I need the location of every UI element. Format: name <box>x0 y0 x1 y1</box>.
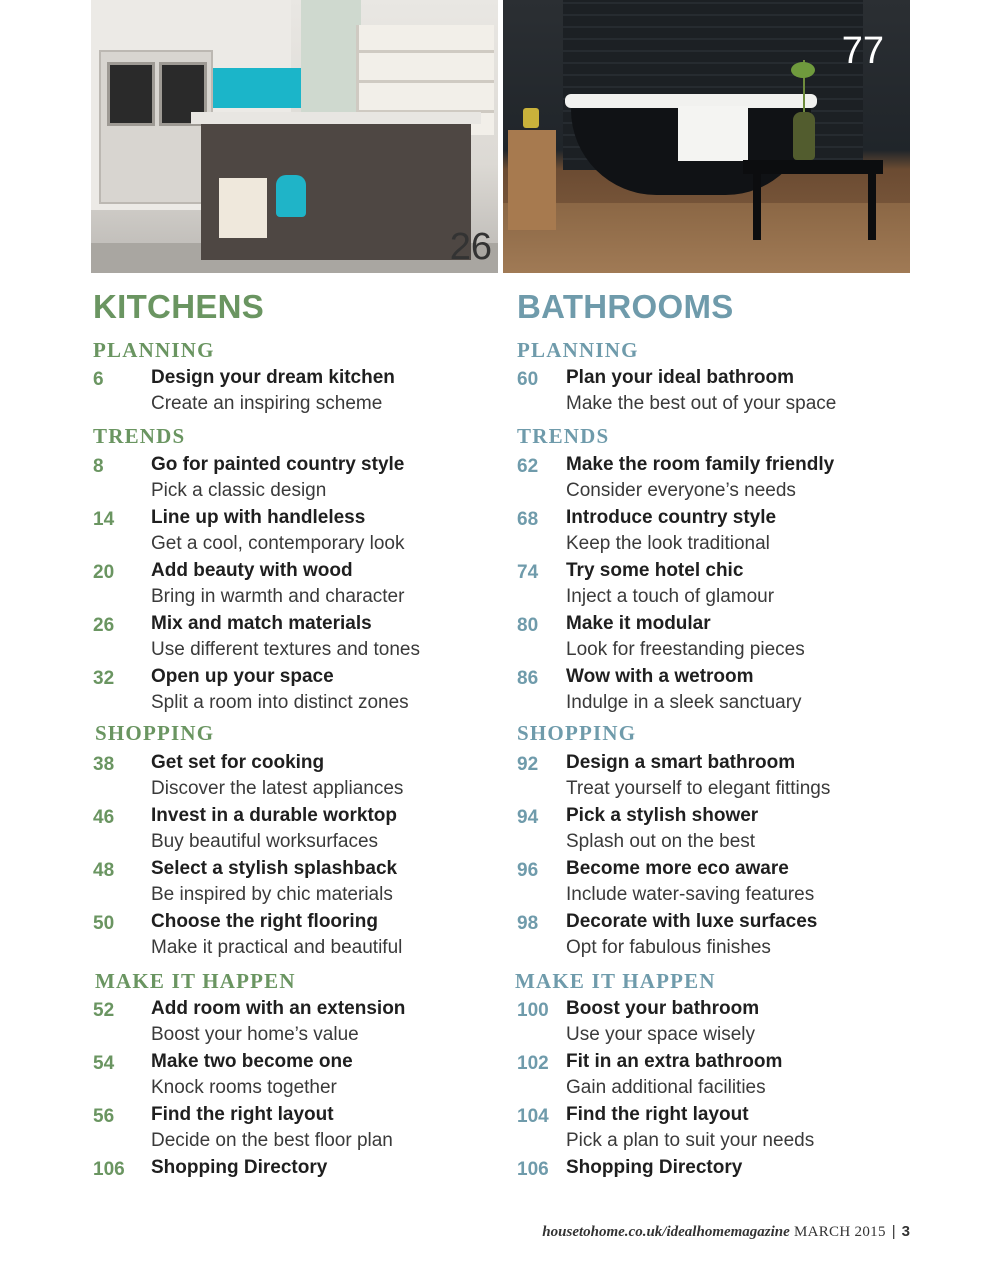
page-number: 14 <box>93 509 115 530</box>
page-number: 8 <box>93 456 104 477</box>
page-number: 80 <box>517 615 539 636</box>
page-number: 106 <box>93 1159 125 1180</box>
entry-description: Consider everyone’s needs <box>566 480 796 501</box>
kitchen-worktop <box>191 112 481 124</box>
entry-description: Gain additional facilities <box>566 1077 766 1098</box>
entry-title: Select a stylish splashback <box>151 858 398 879</box>
bathrooms-trends-heading: TRENDS <box>517 424 610 448</box>
page-number: 48 <box>93 860 115 881</box>
page-number: 100 <box>517 1000 549 1021</box>
entry-description: Opt for fabulous finishes <box>566 937 771 958</box>
entry-title: Introduce country style <box>566 507 777 528</box>
bathroom-floor <box>503 203 910 273</box>
kitchen-oven-unit <box>99 50 213 204</box>
entry-description: Splash out on the best <box>566 831 756 852</box>
entry-title: Design your dream kitchen <box>151 367 395 388</box>
entry-title: Go for painted country style <box>151 454 405 475</box>
entry-title: Make two become one <box>151 1051 353 1072</box>
entry-title: Get set for cooking <box>151 752 325 773</box>
vase <box>793 112 815 160</box>
page-footer <box>542 1223 910 1241</box>
entry-title: Plan your ideal bathroom <box>566 367 795 388</box>
bathroom-photo-page-number: 77 <box>841 30 884 72</box>
entry-title: Add beauty with wood <box>151 560 353 581</box>
page-number: 50 <box>93 913 115 934</box>
entry-description: Make it practical and beautiful <box>151 937 403 958</box>
bathroom-photo <box>503 0 910 273</box>
entry-description: Split a room into distinct zones <box>151 692 409 713</box>
kitchens-shopping-heading: SHOPPING <box>95 721 215 745</box>
entry-description: Indulge in a sleek sanctuary <box>566 692 802 713</box>
entry-description: Keep the look traditional <box>566 533 770 554</box>
page-number: 98 <box>517 913 539 934</box>
page-number: 104 <box>517 1106 549 1127</box>
entry-title: Become more eco aware <box>566 858 789 879</box>
page-number: 106 <box>517 1159 549 1180</box>
page-number: 54 <box>93 1053 115 1074</box>
entry-description: Pick a classic design <box>151 480 327 501</box>
bathrooms-make-it-happen-heading: MAKE IT HAPPEN <box>515 969 716 993</box>
entry-title: Mix and match materials <box>151 613 372 634</box>
entry-title: Try some hotel chic <box>566 560 744 581</box>
entry-description: Use different textures and tones <box>151 639 420 660</box>
entry-description: Boost your home’s value <box>151 1024 359 1045</box>
entry-description: Make the best out of your space <box>566 393 837 414</box>
entry-title: Make it modular <box>566 613 711 634</box>
entry-title: Find the right layout <box>151 1104 334 1125</box>
page-number: 20 <box>93 562 115 583</box>
entry-title: Fit in an extra bathroom <box>566 1051 783 1072</box>
kitchens-title: KITCHENS <box>93 288 265 325</box>
page-number: 38 <box>93 754 115 775</box>
kitchen-window <box>301 0 361 130</box>
wooden-stool <box>508 130 556 230</box>
plant-leaf <box>791 62 815 78</box>
entry-description: Use your space wisely <box>566 1024 756 1045</box>
page-number: 102 <box>517 1053 549 1074</box>
entry-title: Find the right layout <box>566 1104 749 1125</box>
entry-description: Inject a touch of glamour <box>566 586 775 607</box>
page-number: 68 <box>517 509 539 530</box>
entry-title: Boost your bathroom <box>566 998 760 1019</box>
page-number: 94 <box>517 807 539 828</box>
kitchen-splashback <box>213 68 301 108</box>
oven <box>107 62 155 126</box>
page-number: 56 <box>93 1106 115 1127</box>
candle <box>523 108 539 128</box>
entry-title: Add room with an extension <box>151 998 406 1019</box>
side-table <box>743 160 883 174</box>
entry-description: Be inspired by chic materials <box>151 884 393 905</box>
entry-title: Make the room family friendly <box>566 454 835 475</box>
towel <box>678 106 748 161</box>
entry-description: Include water-saving features <box>566 884 815 905</box>
bathrooms-shopping-heading: SHOPPING <box>517 721 637 745</box>
page-number: 62 <box>517 456 539 477</box>
footer-separator: | <box>891 1223 896 1240</box>
table-leg <box>753 170 761 240</box>
bathrooms-planning-heading: PLANNING <box>517 338 639 362</box>
entry-description: Buy beautiful worksurfaces <box>151 831 379 852</box>
entry-title: Shopping Directory <box>151 1157 328 1178</box>
kitchens-planning-heading: PLANNING <box>93 338 215 362</box>
page-number: 46 <box>93 807 115 828</box>
page-number: 26 <box>93 615 115 636</box>
kitchens-trends-heading: TRENDS <box>93 424 186 448</box>
entry-title: Pick a stylish shower <box>566 805 759 826</box>
page-number: 60 <box>517 369 539 390</box>
entry-description: Bring in warmth and character <box>151 586 405 607</box>
entry-description: Create an inspiring scheme <box>151 393 383 414</box>
entry-title: Open up your space <box>151 666 334 687</box>
page-number: 86 <box>517 668 539 689</box>
page-number: 6 <box>93 369 104 390</box>
footer-issue: MARCH 2015 <box>793 1224 886 1240</box>
entry-description: Discover the latest appliances <box>151 778 404 799</box>
kitchen-photo-page-number: 26 <box>449 226 492 268</box>
entry-description: Treat yourself to elegant fittings <box>566 778 831 799</box>
stand-mixer <box>276 175 306 217</box>
entry-title: Decorate with luxe surfaces <box>566 911 818 932</box>
page-number: 96 <box>517 860 539 881</box>
entry-title: Design a smart bathroom <box>566 752 796 773</box>
kitchens-make-it-happen-heading: MAKE IT HAPPEN <box>95 969 296 993</box>
entry-title: Line up with handleless <box>151 507 366 528</box>
entry-title: Choose the right flooring <box>151 911 378 932</box>
page-number: 74 <box>517 562 539 583</box>
table-leg <box>868 170 876 240</box>
entry-description: Decide on the best floor plan <box>151 1130 393 1151</box>
footer-page-number: 3 <box>901 1223 910 1240</box>
entry-description: Look for freestanding pieces <box>566 639 805 660</box>
entry-description: Pick a plan to suit your needs <box>566 1130 815 1151</box>
kitchen-niche <box>219 178 267 238</box>
entry-title: Shopping Directory <box>566 1157 743 1178</box>
entry-title: Invest in a durable worktop <box>151 805 397 826</box>
bathrooms-title: BATHROOMS <box>517 288 734 325</box>
page-number: 32 <box>93 668 115 689</box>
footer-url[interactable]: housetohome.co.uk/idealhomemagazine <box>542 1224 790 1240</box>
page-number: 52 <box>93 1000 115 1021</box>
entry-title: Wow with a wetroom <box>566 666 754 687</box>
entry-description: Get a cool, contemporary look <box>151 533 405 554</box>
page-number: 92 <box>517 754 539 775</box>
entry-description: Knock rooms together <box>151 1077 337 1098</box>
kitchen-photo <box>91 0 498 273</box>
